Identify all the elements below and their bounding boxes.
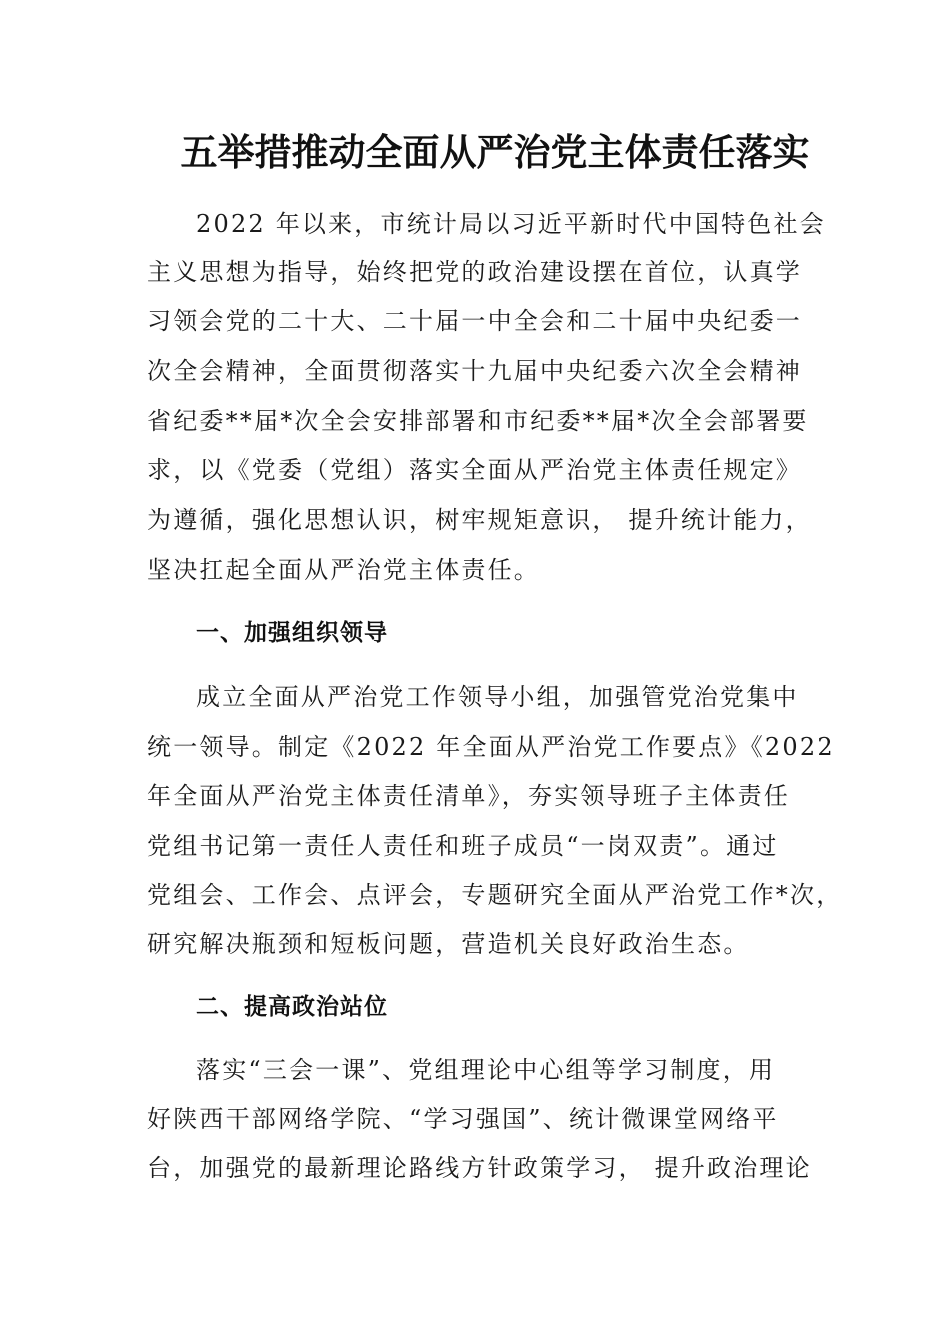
intro-line: 为遵循，强化思想认识，树牢规矩意识， 提升统计能力，	[147, 506, 812, 534]
section2-line: 好陕西干部网络学院、“学习强国”、统计微课堂网络平	[147, 1105, 779, 1133]
section1-line: 年全面从严治党主体责任清单》，夯实领导班子主体责任	[147, 782, 790, 810]
intro-line: 次全会精神，全面贯彻落实十九届中央纪委六次全会精神	[147, 357, 802, 385]
section1-line: 成立全面从严治党工作领导小组，加强管党治党集中	[196, 683, 799, 711]
section-heading-1: 一、加强组织领导	[196, 620, 388, 646]
intro-line: 求，以《党委（党组）落实全面从严治党主体责任规定》	[147, 456, 802, 484]
section-heading-2: 二、提高政治站位	[196, 994, 388, 1020]
intro-line: 2022 年以来，市统计局以习近平新时代中国特色社会	[196, 210, 826, 238]
intro-line: 习领会党的二十大、二十届一中全会和二十届中央纪委一	[147, 307, 802, 335]
section2-line: 落实“三会一课”、党组理论中心组等学习制度，用	[196, 1056, 776, 1084]
section2-line: 台，加强党的最新理论路线方针政策学习， 提升政治理论	[147, 1154, 812, 1182]
intro-line: 坚决扛起全面从严治党主体责任。	[147, 556, 540, 584]
document-title: 五举措推动全面从严治党主体责任落实	[180, 130, 810, 174]
intro-line: 主义思想为指导，始终把党的政治建设摆在首位，认真学	[147, 258, 802, 286]
section1-line: 统一领导。制定《2022 年全面从严治党工作要点》《2022	[147, 733, 835, 761]
section1-line: 研究解决瓶颈和短板问题，营造机关良好政治生态。	[147, 930, 750, 958]
section1-line: 党组会、工作会、点评会，专题研究全面从严治党工作*次，	[147, 881, 843, 909]
section1-line: 党组书记第一责任人责任和班子成员“一岗双责”。通过	[147, 832, 779, 860]
intro-line: 省纪委**届*次全会安排部署和市纪委**届*次全会部署要	[147, 407, 809, 435]
